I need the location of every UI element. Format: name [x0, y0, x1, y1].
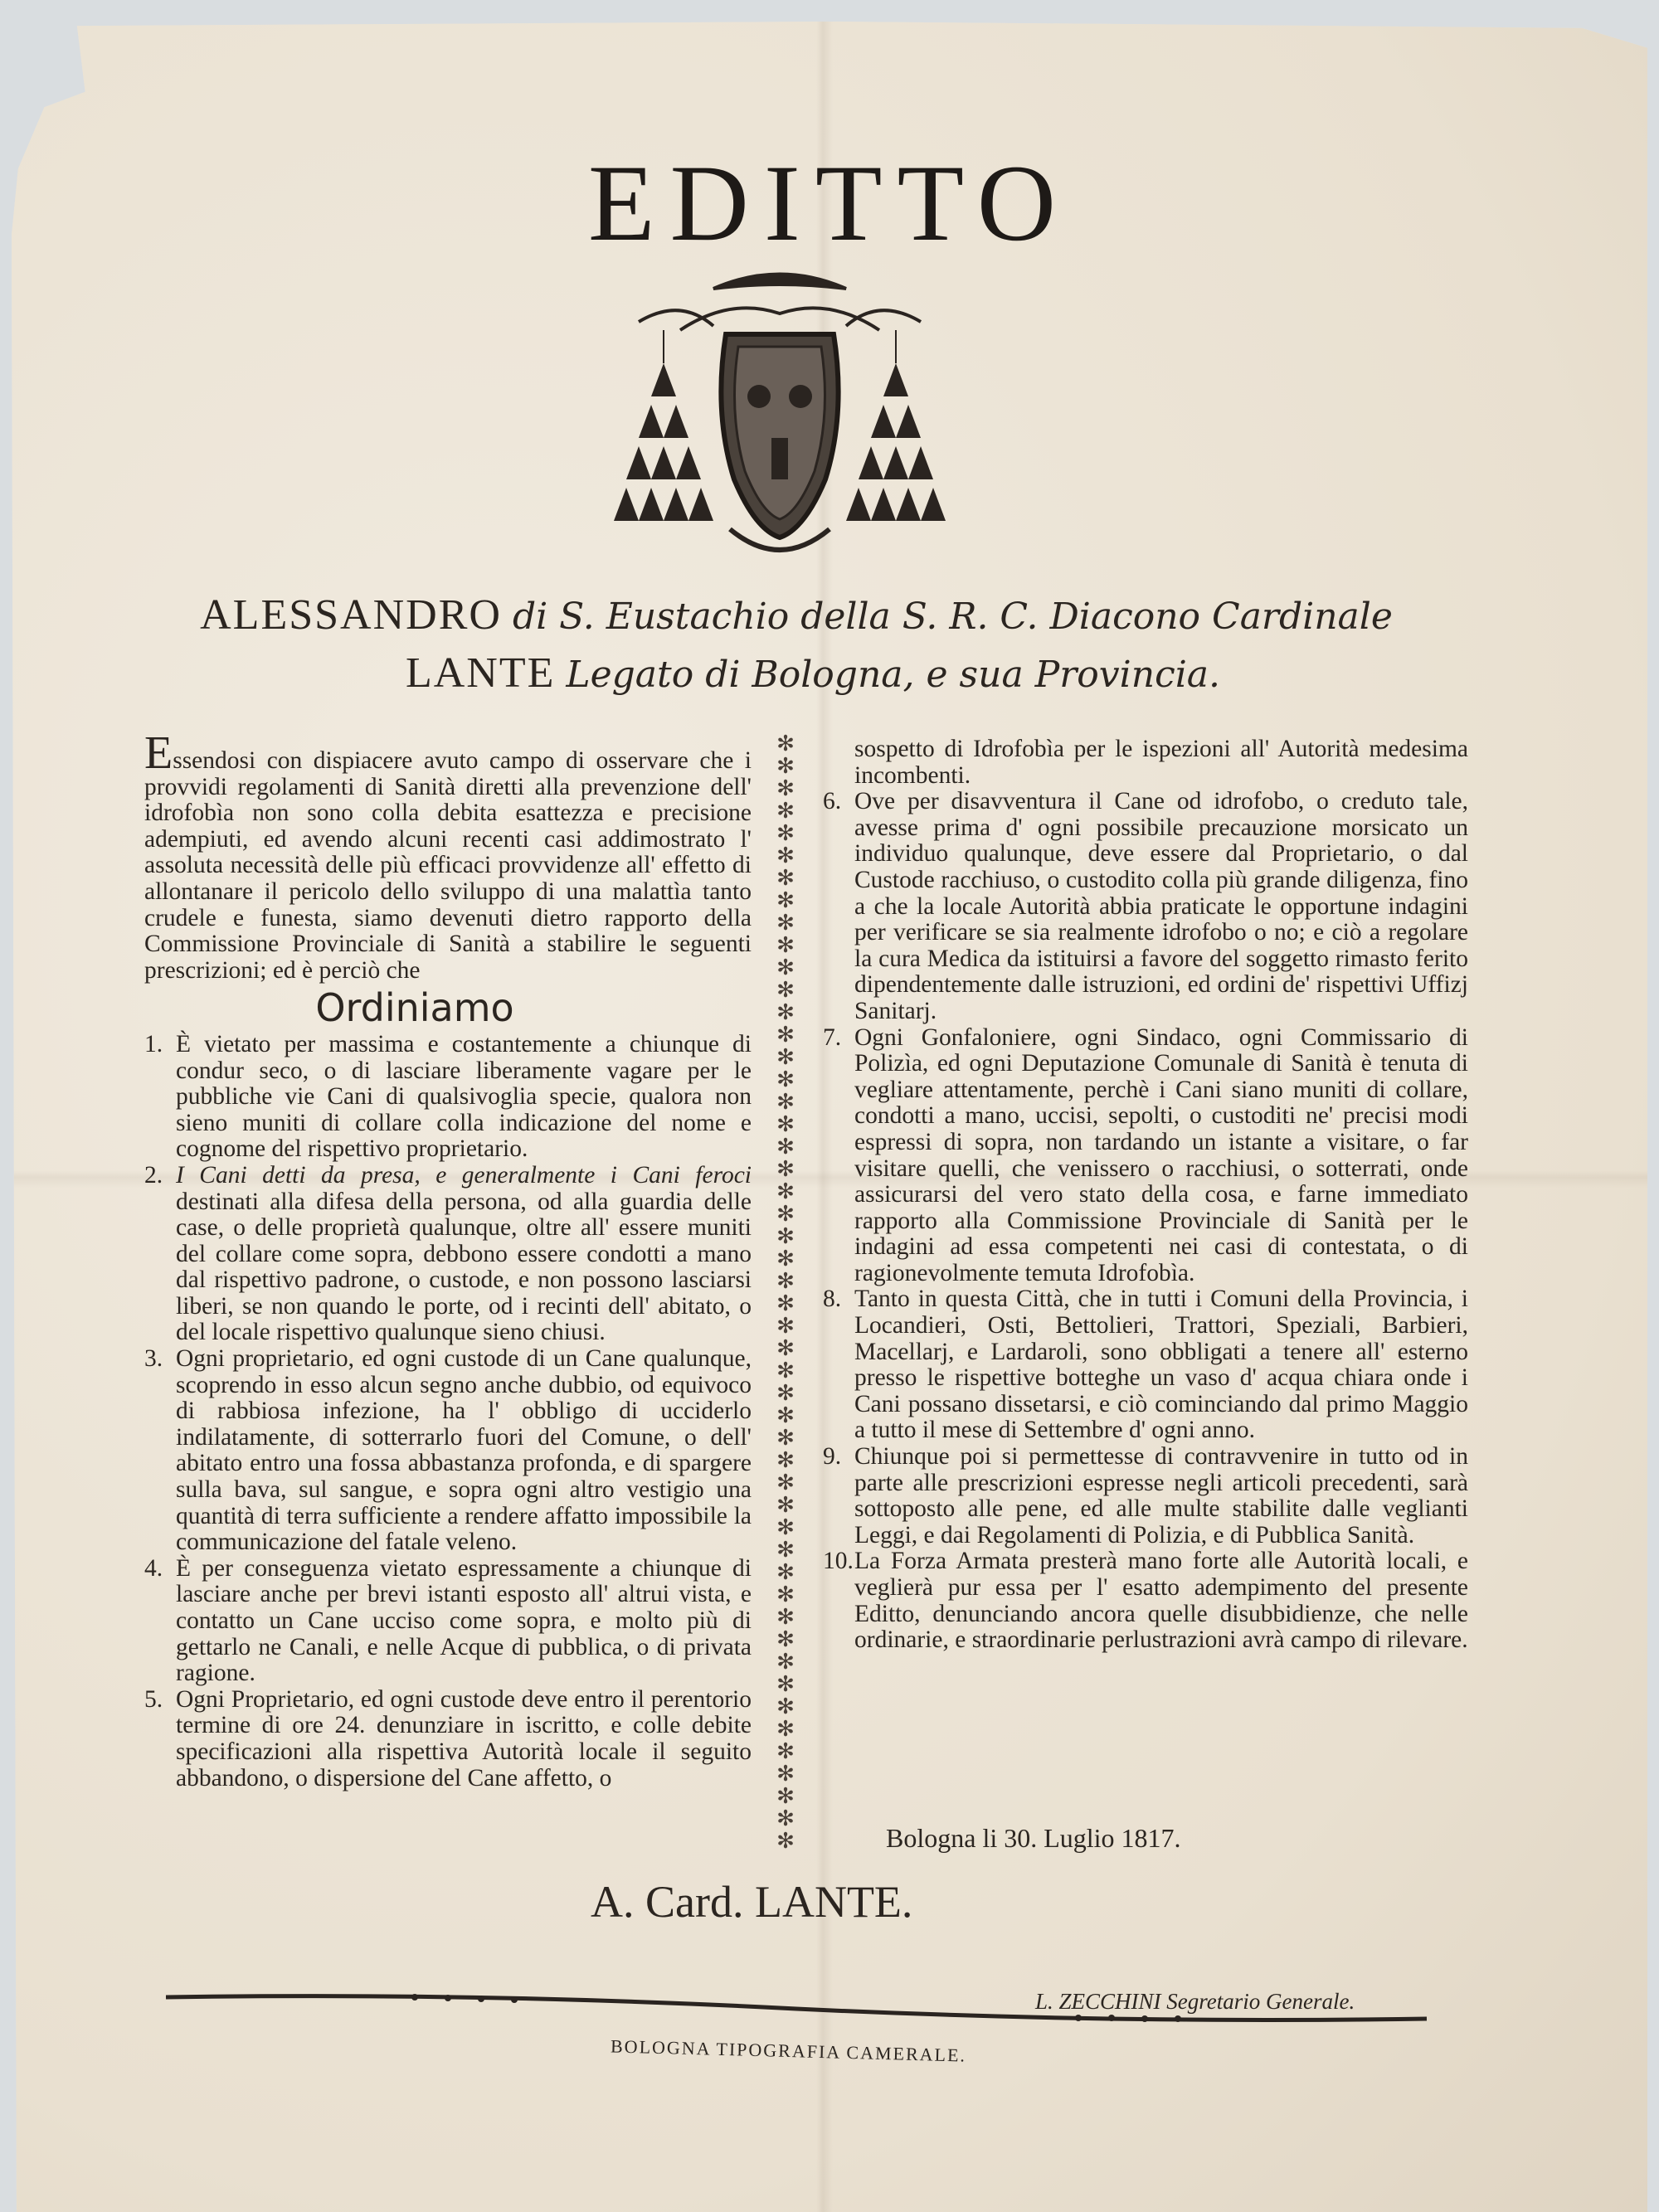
- article-10: [823, 1548, 1468, 1653]
- article-7: [823, 1025, 1468, 1287]
- continuation-text: sospetto di Idrofobìa per le ispezioni all' Autorità medesima incombenti.: [854, 736, 1468, 789]
- cardinal-surname: LANTE: [405, 649, 556, 697]
- cardinal-name: ALESSANDRO: [200, 591, 502, 639]
- article-text: È per conseguenza vietato espressamente a chiunque di lasciare anche per brevi istanti esposto all' altrui vista, e contatto un Cane ucciso come sopra, e molto più di gettarlo ne Canali, e nelle Acque di pubblica, o di privata ragione.: [176, 1554, 752, 1687]
- left-column: [144, 727, 752, 1791]
- intro-paragraph: Essendosi con dispiacere avuto campo di osservare che i provvidi regolamenti di Sanità diretti alla prevenzione dell' idrofobìa non sono colla debita esattezza e precisione adempiuti, ed avendo alcuni recenti casi addimostrato l' assoluta necessità delle più efficaci provvidenze all' effetto di allontanare il pericolo dello sviluppo di una malattìa tanto crudele e funesta, siamo devenuti dietro rapporto della Commissione Provinciale di Sanità a stabilire le seguenti prescrizioni; ed è perciò che: [144, 727, 752, 984]
- article-lead: I Cani detti da presa, e generalmente i Cani feroci: [176, 1161, 752, 1189]
- header-line-1-text: di S. Eustachio della S. R. C. Diacono Cardinale: [512, 596, 1393, 638]
- article-4: [144, 1556, 752, 1687]
- article-number: 4.: [144, 1554, 163, 1582]
- article-text: La Forza Armata presterà mano forte alle Autorità locali, e veglierà pur essa per l' esatto adempimento del presente Editto, denunciando ancora quelle disubbidienze, che nelle ordinarie, e straordinarie perlustrazioni avrà campo di rilevare.: [854, 1548, 1468, 1654]
- article-text: Ogni Gonfaloniere, ogni Sindaco, ogni Commissario di Polizìa, ed ogni Deputazione Comunale di Sanità è tenuta di vegliare attentamente, perchè i Cani siano muniti di collare, condotti a mano, uccisi, sepolti, o custoditi ne' precisi modi espressi di sopra, non tardando un istante a visitare, o far visitare quelli, che venissero o racchiusi, o sotterrati, onde assicurarsi del vero stato della cosa, e farne immediato rapporto alla Commissione Provinciale di Sanità per le indagini ad essa competenti nei casi di contestata, o di ragionevolmente temuta Idrofobìa.: [854, 1023, 1468, 1286]
- article-5: [144, 1687, 752, 1791]
- ornamental-rule: [166, 1991, 1427, 2024]
- article-text: Tanto in questa Città, che in tutti i Comuni della Provincia, i Locandieri, Osti, Bettolieri, Trattori, Speziali, Barbieri, Macellarj, e Lardaroli, sono obbligati a tenere all' esterno presso le rispettive botteghe un vaso d' acqua chiara onde i Cani possano dissetarsi, e ciò cominciando dal primo Maggio a tutto il mese di Settembre d' ogni anno.: [854, 1286, 1468, 1444]
- article-text: Chiunque poi si permettesse di contravvenire in tutto od in parte alle prescrizioni espresse negli articoli precedenti, sarà sottoposto alle pene, ed alle multe stabilite dalle veglianti Leggi, e dai Regolamenti di Polizia, e di Pubblica Sanità.: [854, 1443, 1468, 1548]
- column-divider-ornament: ✻ ✻ ✻ ✻ ✻ ✻ ✻ ✻ ✻ ✻ ✻ ✻ ✻ ✻ ✻ ✻ ✻ ✻ ✻ ✻ ✻ ✻ ✻ ✻ ✻ ✻ ✻ ✻ ✻ ✻ ✻ ✻ ✻ ✻ ✻ ✻ ✻ ✻ ✻ ✻ ✻ ✻ ✻ ✻ ✻ ✻ ✻ ✻ ✻ ✻: [776, 733, 795, 1853]
- article-text: È vietato per massima e costantemente a chiunque di condur seco, o di lasciare liberamente vagare per le pubbliche vie Cani di qualsivoglia specie, qualora non sieno muniti di collare colla indicazione del nome e cognome del rispettivo proprietario.: [176, 1030, 752, 1163]
- article-number: 5.: [144, 1685, 163, 1713]
- article-6: [823, 789, 1468, 1024]
- article-text: Ogni Proprietario, ed ogni custode deve entro il perentorio termine di ore 24. denunziare in iscritto, e colle debite specificazioni alla rispettiva Autorità locale il seguito abbandono, o dispersione del Cane affetto, o: [176, 1685, 752, 1791]
- article-9: [823, 1444, 1468, 1548]
- article-3: [144, 1346, 752, 1556]
- article-number: 9.: [823, 1443, 842, 1471]
- article-text: destinati alla difesa della persona, od alla guardia delle case, o delle proprietà qualunque, oltre all' essere muniti del collare come sopra, debbono essere condotti a mano dal rispettivo padrone, o custode, e non possono lasciarsi liberi, se non quando le porte, od i recinti dell' abitato, o del locale rispettivo qualunque sieno chiusi.: [176, 1188, 752, 1346]
- article-number: 3.: [144, 1345, 163, 1373]
- secretary-line: L. ZECCHINI Segretario Generale.: [1035, 1989, 1355, 2014]
- header-line-2: [0, 649, 1642, 698]
- article-2: [144, 1163, 752, 1346]
- article-number: 8.: [823, 1286, 842, 1313]
- printer-line: BOLOGNA TIPOGRAFIA CAMERALE.: [610, 2035, 967, 2066]
- signature: A. Card. LANTE.: [591, 1877, 913, 1927]
- article-number: 1.: [144, 1030, 163, 1057]
- right-column: [823, 737, 1468, 1654]
- header-line-1: [0, 591, 1626, 639]
- ordiniamo-heading: Ordiniamo: [315, 985, 514, 1031]
- article-8: [823, 1286, 1468, 1444]
- article-text: Ove per disavventura il Cane od idrofobo, o creduto tale, avesse prima d' ogni possibile precauzione morsicato un individuo qualunque, deve essere dal Proprietario, o dal Custode racchiuso, o custodito colla più grande diligenza, fino a che la locale Autorità abbia praticate le opportune indagini per verificare se sia realmente idrofobo o no; e ciò a regolare la cura Medica da istituirsi a favore del soggetto rimasto ferito dipendentemente dalle istruzioni, ed ordini de' rispettivi Uffizj Sanitarj.: [854, 788, 1468, 1024]
- article-text: Ogni proprietario, ed ogni custode di un Cane qualunque, scoprendo in esso alcun segno anche dubbio, od equivoco di rabbiosa infezione, ha l' obbligo di ucciderlo indilatamente, di sotterrarlo fuori del Comune, o dell' abitato entro una fossa abbastanza profonda, e di spargere sulla bava, sul sangue, e sopra ogni altro vestigio una quantità di terra sufficiente a rendere affatto impossibile la communicazione del fatale veleno.: [176, 1345, 752, 1556]
- article-number: 6.: [823, 788, 842, 815]
- cardinal-coat-of-arms-icon: [614, 264, 946, 572]
- article-number: 2.: [144, 1161, 163, 1189]
- article-1: [144, 1032, 752, 1163]
- article-number: 7.: [823, 1023, 842, 1051]
- document-title: EDITTO: [587, 142, 1072, 264]
- date-line: Bologna li 30. Luglio 1817.: [886, 1823, 1181, 1853]
- article-number: 10.: [823, 1548, 854, 1575]
- header-line-2-text: Legato di Bologna, e sua Provincia.: [566, 654, 1221, 696]
